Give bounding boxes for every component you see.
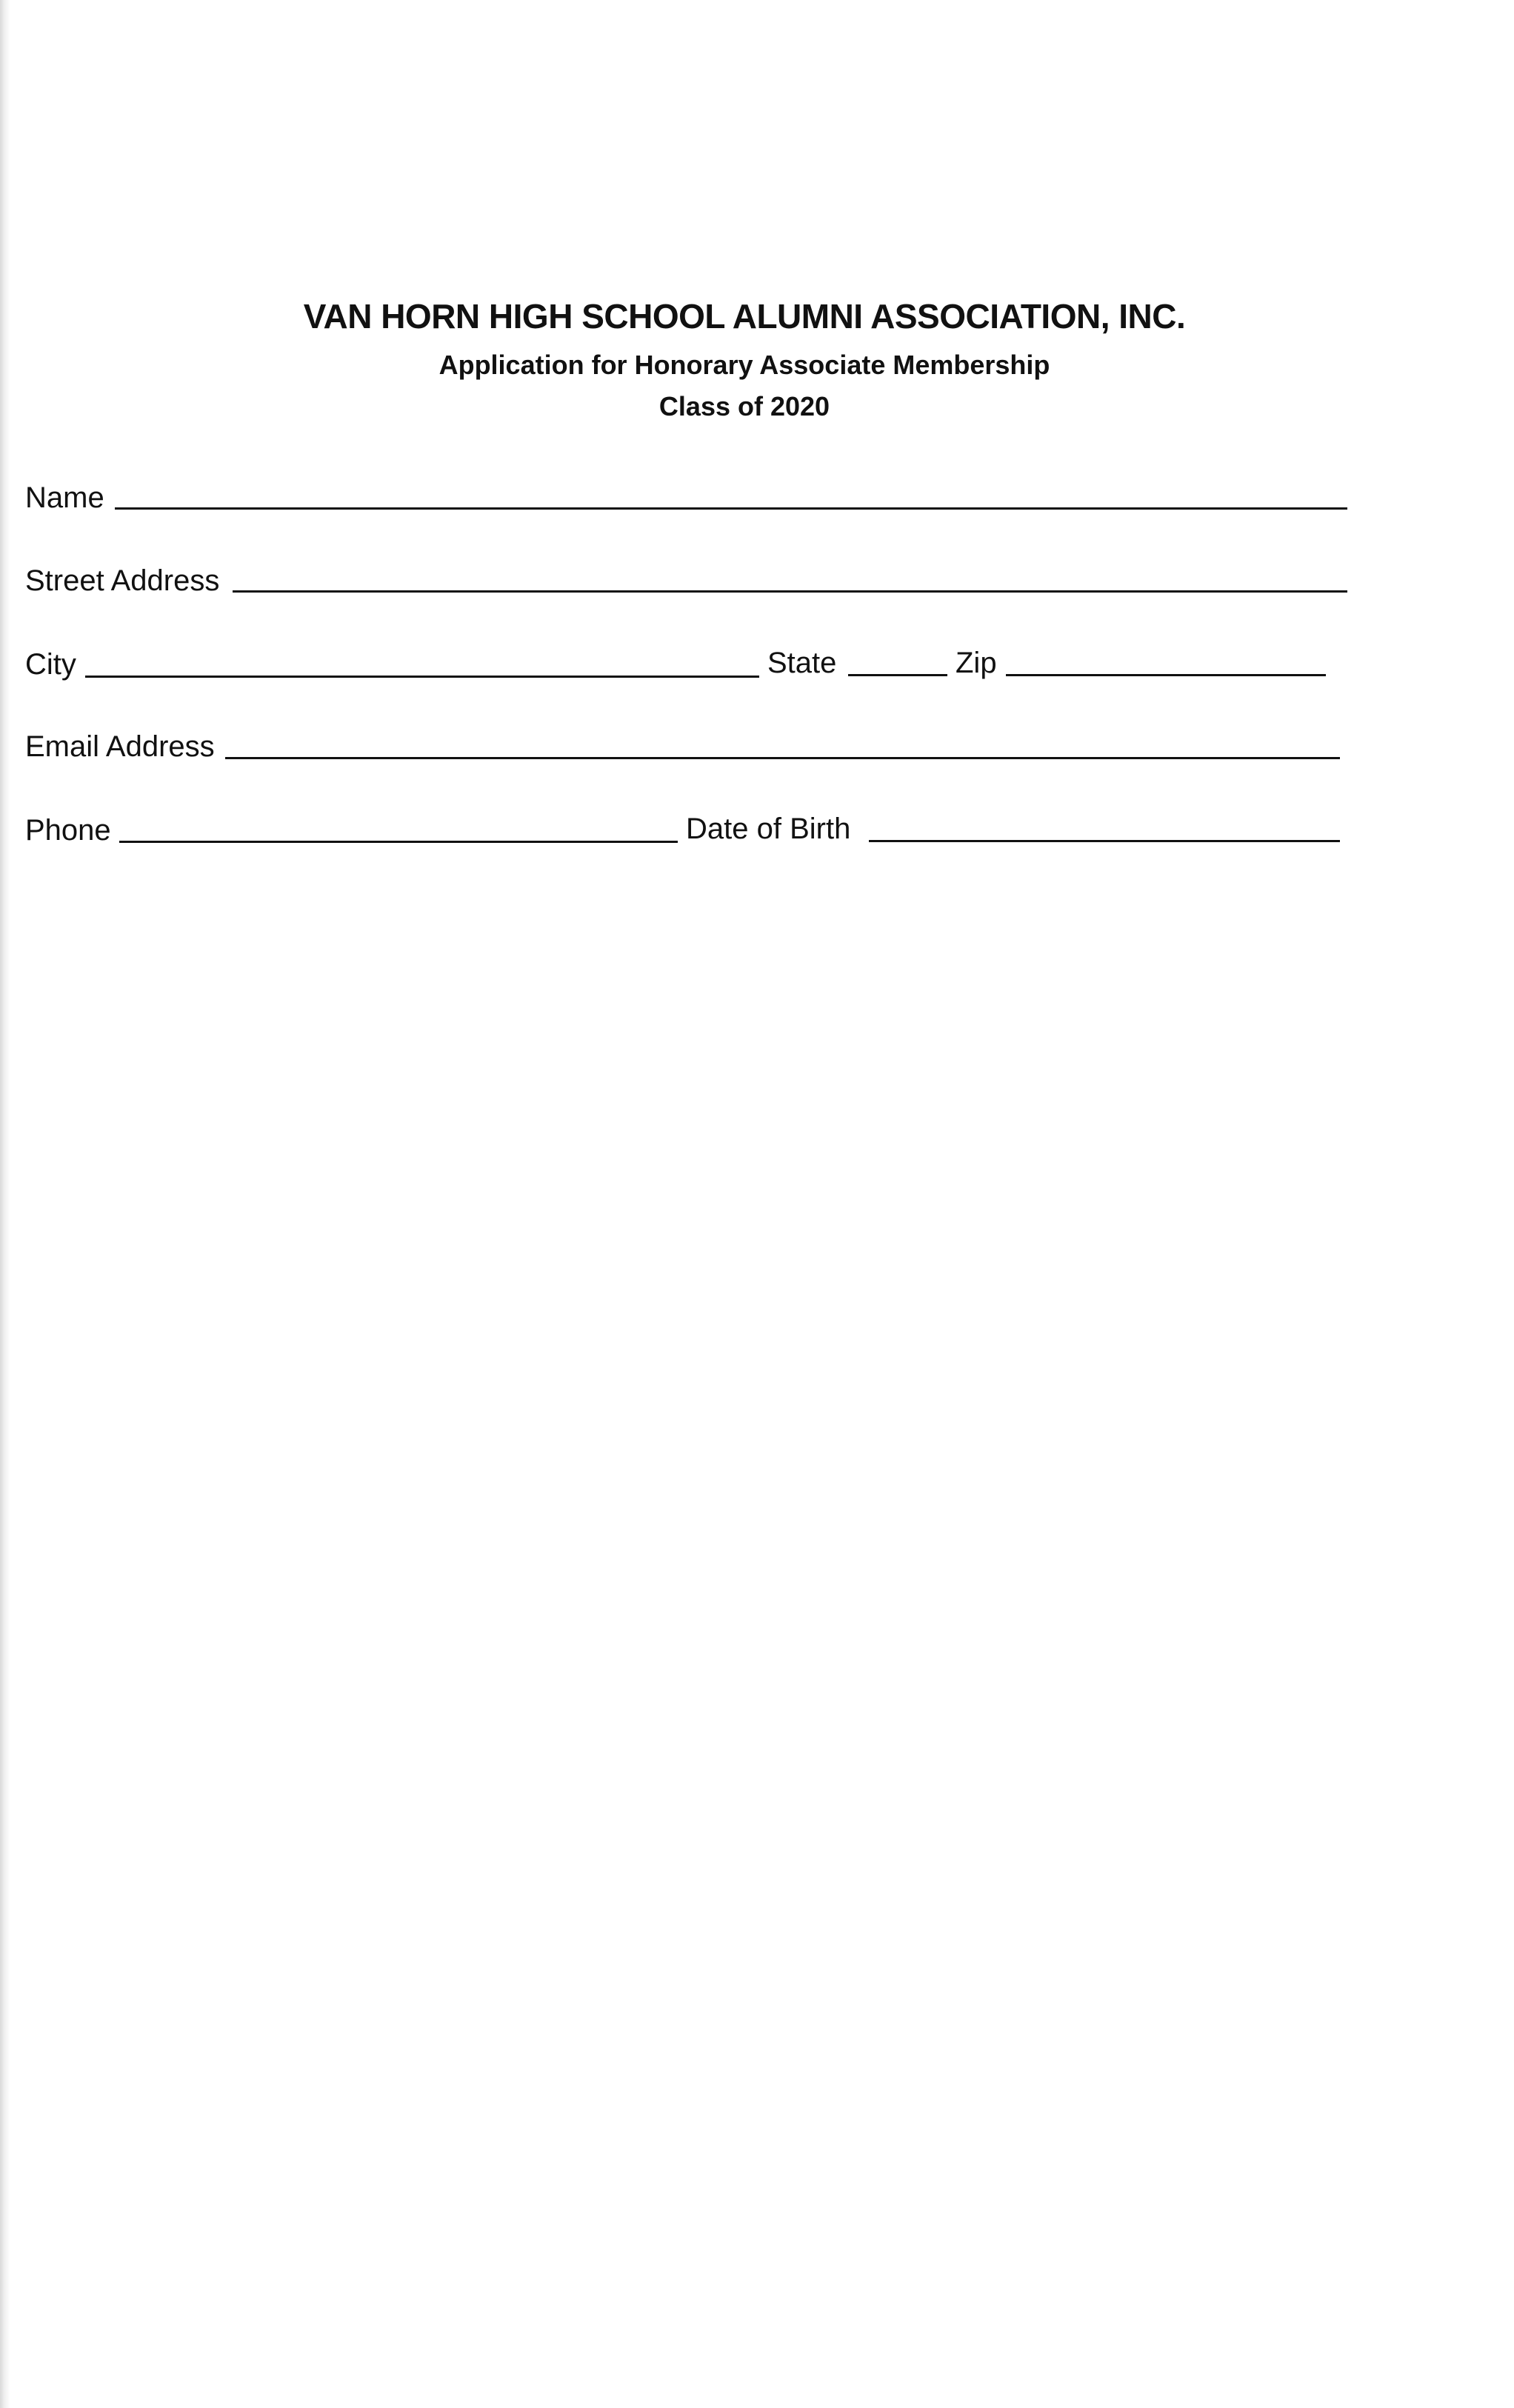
city-field-line[interactable] (85, 676, 759, 678)
zip-field-line[interactable] (1006, 674, 1326, 676)
date-of-birth-label: Date of Birth (686, 813, 851, 845)
name-label: Name (25, 481, 104, 514)
state-label: State (767, 647, 837, 679)
name-field-line[interactable] (115, 507, 1347, 510)
email-address-field-line[interactable] (225, 757, 1340, 759)
email-address-label: Email Address (25, 730, 215, 763)
street-address-label: Street Address (25, 564, 220, 597)
street-address-field-line[interactable] (233, 590, 1347, 593)
city-label: City (25, 648, 76, 681)
state-field-line[interactable] (848, 674, 947, 676)
phone-label: Phone (25, 814, 111, 847)
date-of-birth-field-line[interactable] (869, 840, 1340, 842)
class-year: Class of 2020 (658, 391, 830, 421)
phone-field-line[interactable] (119, 841, 678, 843)
document-title: VAN HORN HIGH SCHOOL ALUMNI ASSOCIATION, INC. (303, 297, 1186, 336)
zip-label: Zip (956, 647, 997, 679)
document-subtitle: Application for Honorary Associate Membership (438, 350, 1050, 380)
